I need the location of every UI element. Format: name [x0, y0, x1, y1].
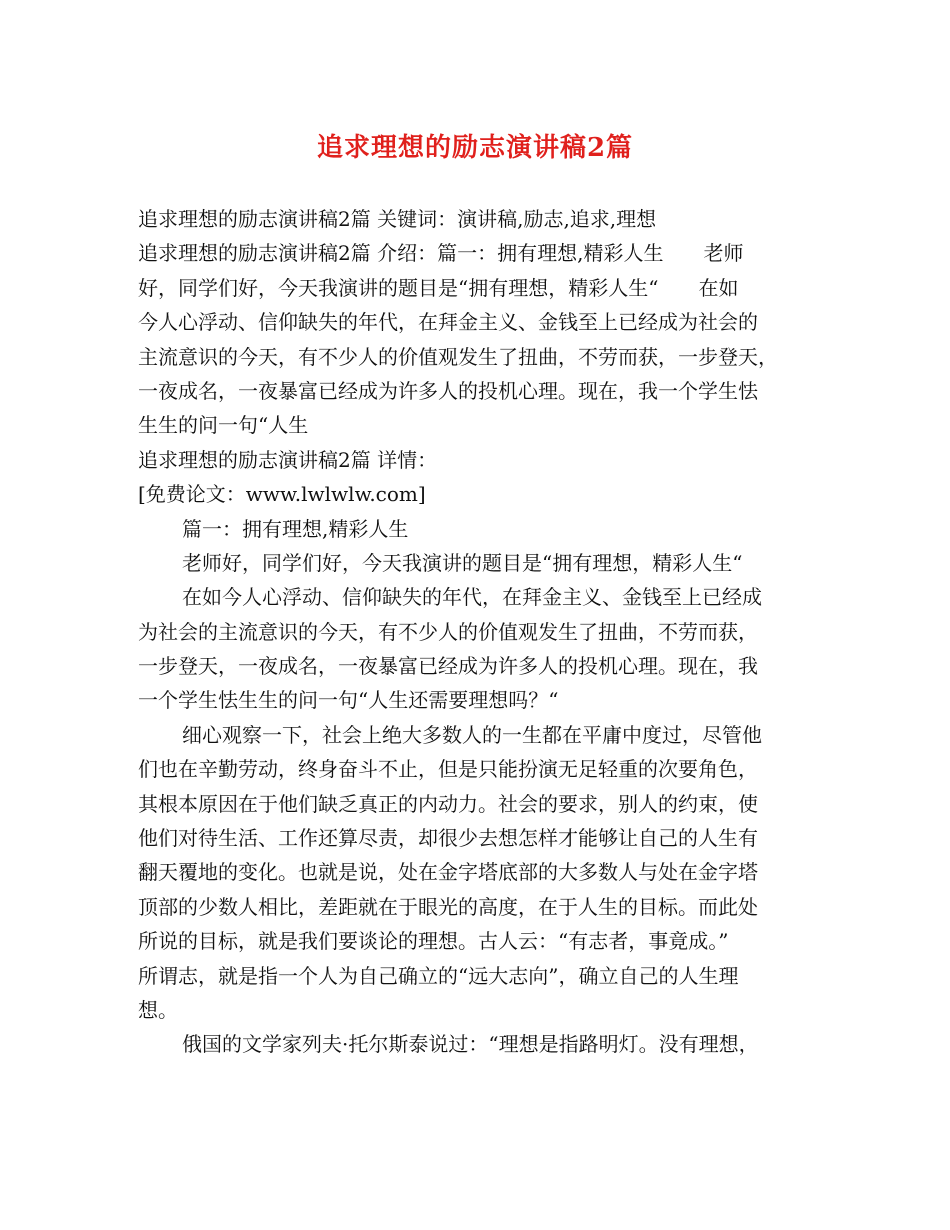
text-line: 追求理想的励志演讲稿2篇 介绍：篇一：拥有理想,精彩人生 老师 — [138, 241, 744, 266]
text-line: 好，同学们好，今天我演讲的题目是“拥有理想，精彩人生“ 在如 — [138, 275, 739, 300]
text-line: 细心观察一下，社会上绝大多数人的一生都在平庸中度过，尽管他 — [182, 722, 762, 747]
text-line: 为社会的主流意识的今天，有不少人的价值观发生了扭曲，不劳而获， — [138, 619, 758, 644]
text-line: 顶部的少数人相比，差距就在于眼光的高度，在于人生的目标。而此处 — [138, 894, 758, 919]
text-line: 他们对待生活、工作还算尽责，却很少去想怎样才能够让自己的人生有 — [138, 826, 758, 851]
text-line: 其根本原因在于他们缺乏真正的内动力。社会的要求，别人的约束，使 — [138, 791, 758, 816]
text-line: 一步登天，一夜成名，一夜暴富已经成为许多人的投机心理。现在，我 — [138, 654, 758, 679]
text-line: 今人心浮动、信仰缺失的年代，在拜金主义、金钱至上已经成为社会的 — [138, 310, 758, 335]
text-line: 们也在辛勤劳动，终身奋斗不止，但是只能扮演无足轻重的次要角色， — [138, 757, 758, 782]
text-line: 想。 — [138, 997, 178, 1022]
document-body — [138, 202, 820, 1062]
text-line: 所谓志，就是指一个人为自己确立的“远大志向”，确立自己的人生理 — [138, 963, 739, 988]
text-line: 一个学生怯生生的问一句“人生还需要理想吗？“ — [138, 688, 559, 713]
document-title: 追求理想的励志演讲稿2篇 — [316, 133, 634, 163]
text-line: 追求理想的励志演讲稿2篇 详情： — [138, 447, 438, 472]
text-line: 所说的目标，就是我们要谈论的理想。古人云：“有志者，事竟成。” — [138, 929, 729, 954]
text-line: 生生的问一句“人生 — [138, 413, 309, 438]
text-line: 主流意识的今天，有不少人的价值观发生了扭曲，不劳而获，一步登天， — [138, 344, 778, 369]
text-line: 篇一：拥有理想,精彩人生 — [182, 516, 409, 541]
text-line: 在如今人心浮动、信仰缺失的年代，在拜金主义、金钱至上已经成 — [182, 585, 762, 610]
text-line: [免费论文：www.lwlwlw.com] — [138, 482, 426, 507]
text-line: 俄国的文学家列夫·托尔斯泰说过：“理想是指路明灯。没有理想， — [182, 1032, 759, 1057]
text-line: 追求理想的励志演讲稿2篇 关键词：演讲稿,励志,追求,理想 — [138, 207, 657, 231]
text-line: 翻天覆地的变化。也就是说，处在金字塔底部的大多数人与处在金字塔 — [138, 860, 758, 885]
text-line: 一夜成名，一夜暴富已经成为许多人的投机心理。现在，我一个学生怯 — [138, 378, 758, 403]
text-line: 老师好，同学们好，今天我演讲的题目是“拥有理想，精彩人生“ — [182, 550, 743, 575]
